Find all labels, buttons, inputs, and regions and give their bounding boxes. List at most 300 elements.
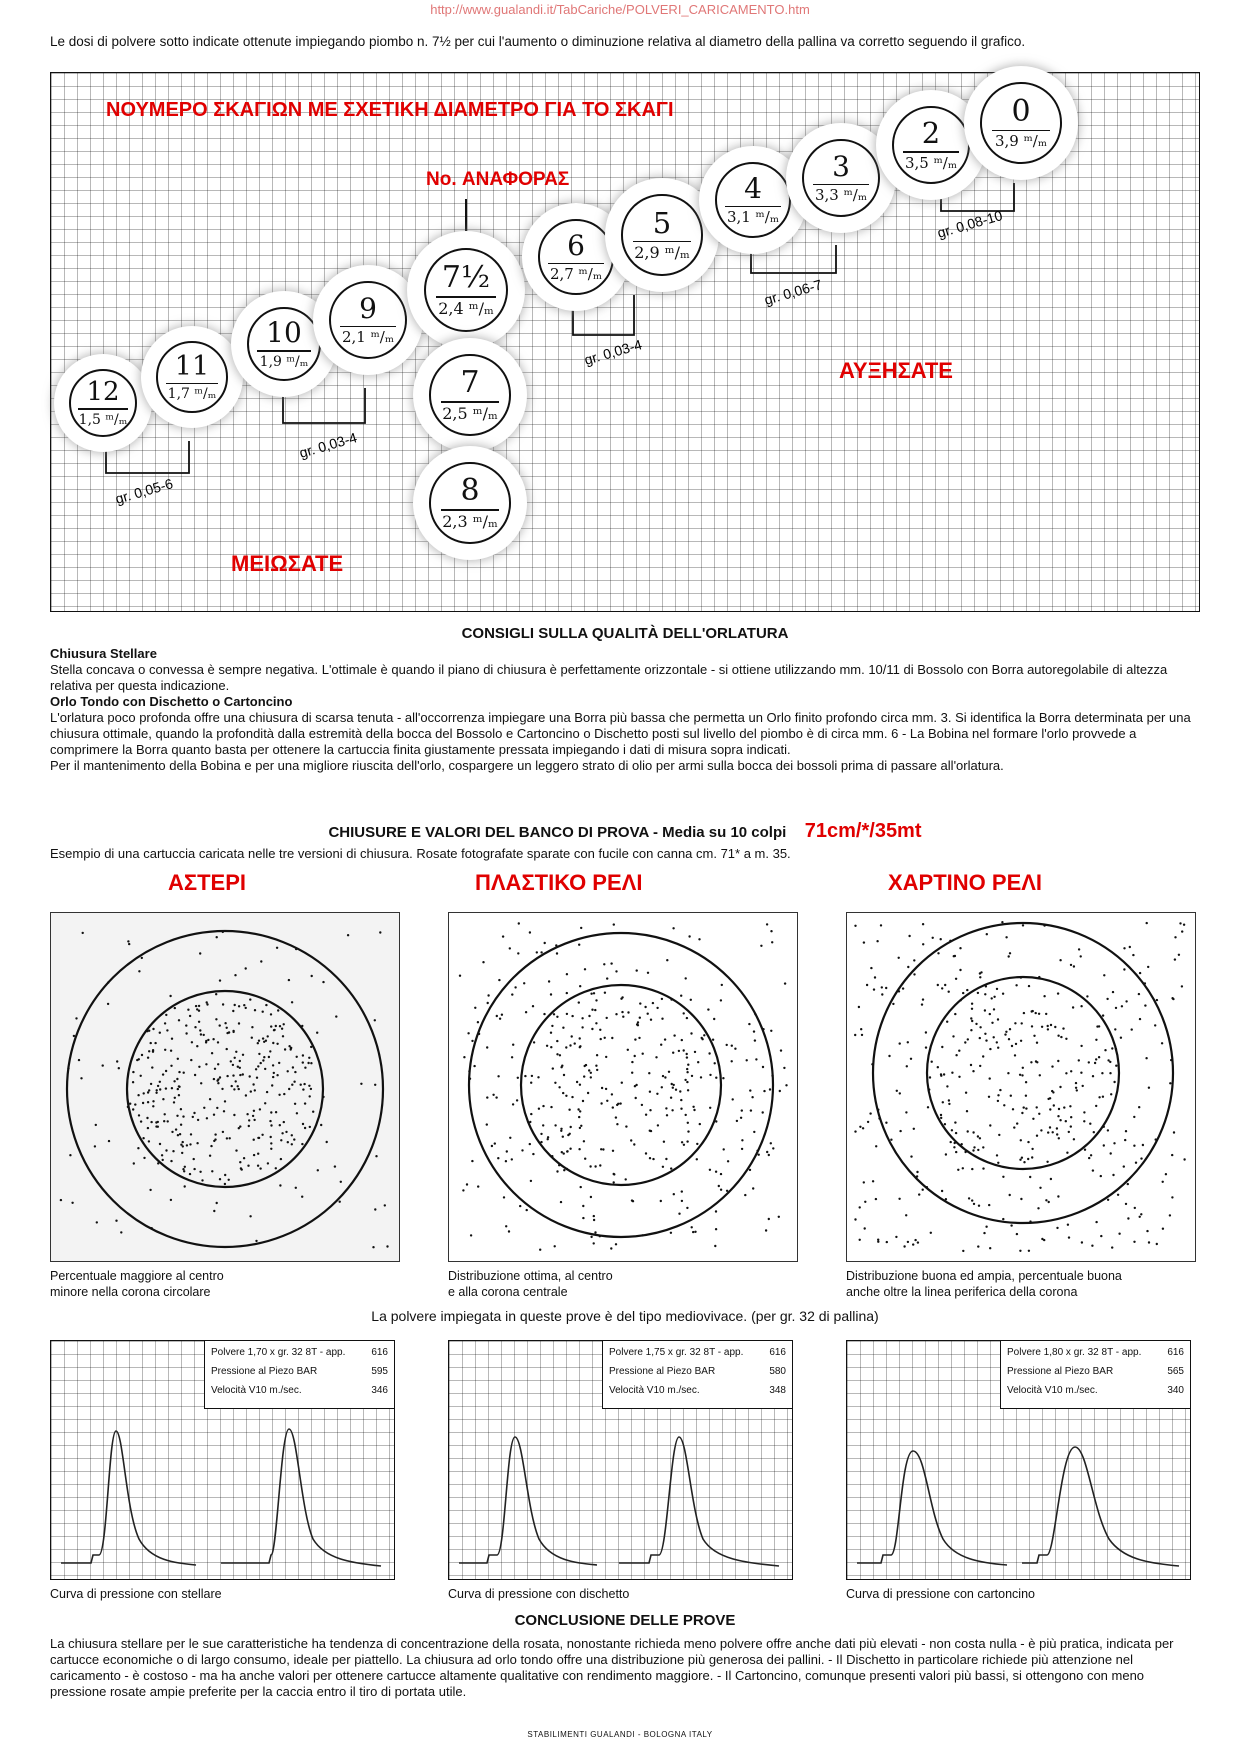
pellet-hole [1125,1000,1127,1002]
pellet-hole [1123,968,1125,970]
pellet-hole [899,1042,901,1044]
pellet-hole [579,1037,581,1039]
pellet-hole [1179,922,1181,924]
pellet-hole [243,1157,245,1159]
pellet-hole [180,1144,182,1146]
pellet-hole [627,1011,629,1013]
pellet-hole [1047,1025,1049,1027]
pellet-hole [548,980,550,982]
pellet-hole [1059,1119,1061,1121]
pellet-hole [588,1015,590,1017]
pellet-hole [262,1059,264,1061]
pellet-hole [67,1067,69,1069]
pressure-box-card: Polvere 1,80 x gr. 32 8T - app. 616 Pressione al Piezo BAR 565 Velocità V10 m./sec. 340 [1000,1341,1190,1409]
pellet-hole [679,1090,681,1092]
pellet-hole [107,981,109,983]
pellet-hole [165,1014,167,1016]
pellet-hole [970,1017,972,1019]
caption-star: Percentuale maggiore al centro minore nella corona circolare [50,1269,224,1299]
pellet-hole [1039,1074,1041,1076]
pellet-hole [741,1139,743,1141]
pellet-hole [1107,1129,1109,1131]
pellet-hole [1057,1060,1059,1062]
pellet-hole [1092,1075,1094,1077]
pellet-hole [1146,1230,1148,1232]
pellet-hole [102,1064,104,1066]
pellet-hole [1115,1048,1117,1050]
pellet-hole [296,1112,298,1114]
pellet-hole [583,1140,585,1142]
pellet-hole [1063,1106,1065,1108]
pellet-hole [165,1087,167,1089]
pellet-hole [1115,1065,1117,1067]
pellet-hole [170,1199,172,1201]
pellet-hole [146,1030,148,1032]
pellet-hole [237,1085,239,1087]
pellet-hole [1072,1006,1074,1008]
pellet-hole [519,1205,521,1207]
pellet-hole [563,1074,565,1076]
pellet-hole [881,986,883,988]
pellet-hole [661,1086,663,1088]
pellet-hole [230,1060,232,1062]
pellet-hole [311,975,313,977]
pellet-hole [720,1189,722,1191]
pellet-hole [1008,955,1010,957]
pellet-hole [571,1096,573,1098]
pellet-hole [993,996,995,998]
pellet-hole [525,1011,527,1013]
pellet-hole [550,993,552,995]
pellet-hole [322,1096,324,1098]
pellet-hole [278,1094,280,1096]
pellet-hole [226,1137,228,1139]
pellet-hole [1066,1152,1068,1154]
pellet-hole [593,1219,595,1221]
pellet-hole [694,1231,696,1233]
pellet-hole [301,1143,303,1145]
pellet-hole [566,1168,568,1170]
pellet-hole [503,1196,505,1198]
pellet-hole [302,1061,304,1063]
pellet-hole [899,1130,901,1132]
pellet-hole [181,1152,183,1154]
pellet-hole [1016,1233,1018,1235]
pellet-hole [175,1128,177,1130]
pellet-hole [477,1021,479,1023]
pellet-hole [529,931,531,933]
pellet-hole [1021,1157,1023,1159]
pellet-hole [566,1013,568,1015]
pellet-hole [523,982,525,984]
pellet-hole [766,1151,768,1153]
pellet-hole [304,1127,306,1129]
pellet-hole [326,1141,328,1143]
pellet-hole [222,931,224,933]
pellet-hole [518,922,520,924]
pellet-hole [948,991,950,993]
pellet-hole [273,1072,275,1074]
pellet-hole [517,952,519,954]
pellet-hole [164,1049,166,1051]
pellet-hole [266,1091,268,1093]
pellet-hole [591,1009,593,1011]
pellet-hole [1023,1106,1025,1108]
pellet-hole [142,1137,144,1139]
shot-7: 7 2,5 ᵐ/ₘ [418,343,522,447]
pellet-hole [720,999,722,1001]
pellet-hole [594,1231,596,1233]
pellet-hole [1057,1195,1059,1197]
pellet-hole [912,1243,914,1245]
pellet-hole [765,1229,767,1231]
pressure-box-disc: Polvere 1,75 x gr. 32 8T - app. 616 Pressione al Piezo BAR 580 Velocità V10 m./sec. 348 [602,1341,792,1409]
conclusion-heading: CONCLUSIONE DELLE PROVE [514,1612,736,1629]
pellet-hole [755,1058,757,1060]
pellet-hole [544,942,546,944]
pellet-hole [672,927,674,929]
pellet-hole [954,1121,956,1123]
pellet-hole [497,1157,499,1159]
pellet-hole [118,1067,120,1069]
pellet-hole [1025,1095,1027,1097]
pellet-hole [1031,1010,1033,1012]
pellet-hole [921,1003,923,1005]
pellet-hole [201,1179,203,1181]
pellet-hole [1114,1028,1116,1030]
pellet-hole [127,940,129,942]
pellet-hole [198,1066,200,1068]
pellet-hole [530,1113,532,1115]
pellet-hole [239,1074,241,1076]
pellet-hole [605,1056,607,1058]
pellet-hole [970,1029,972,1031]
pellet-hole [722,1077,724,1079]
pellet-hole [1029,1220,1031,1222]
pellet-hole [551,1155,553,1157]
source-url[interactable]: http://www.gualandi.it/TabCariche/POLVERI_CARICAMENTO.htm [430,2,810,17]
pellet-hole [561,1065,563,1067]
pellet-hole [272,1042,274,1044]
pellet-hole [687,1064,689,1066]
pellet-hole [1021,1022,1023,1024]
pellet-hole [652,1158,654,1160]
pellet-hole [570,1126,572,1128]
pellet-hole [1080,955,1082,957]
pellet-hole [529,1121,531,1123]
pellet-hole [763,1090,765,1092]
pellet-hole [1020,1198,1022,1200]
pellet-hole [1135,1162,1137,1164]
pellet-hole [681,1190,683,1192]
pellet-hole [560,1201,562,1203]
pellet-hole [993,1036,995,1038]
pellet-hole [671,1109,673,1111]
pellet-hole [347,934,349,936]
pellet-hole [685,1114,687,1116]
pellet-hole [1118,1233,1120,1235]
pellet-hole [579,985,581,987]
pellet-hole [766,923,768,925]
pellet-hole [550,1106,552,1108]
pellet-hole [1021,1112,1023,1114]
pellet-hole [698,938,700,940]
pellet-hole [1036,1106,1038,1108]
pellet-hole [736,1120,738,1122]
shot-8: 8 2,3 ᵐ/ₘ [418,451,522,555]
pellet-hole [977,1245,979,1247]
pellet-hole [78,1059,80,1061]
pellet-hole [179,1133,181,1135]
pellet-hole [239,1060,241,1062]
pellet-hole [308,1085,310,1087]
pellet-hole [999,1089,1001,1091]
pellet-hole [524,1075,526,1077]
pellet-hole [578,1116,580,1118]
pellet-hole [577,1108,579,1110]
pellet-hole [584,1065,586,1067]
pellet-hole [216,1080,218,1082]
pellet-hole [310,1062,312,1064]
pellet-hole [866,984,868,986]
pellet-hole [269,1120,271,1122]
pellet-hole [251,1026,253,1028]
pellet-hole [264,1102,266,1104]
pellet-hole [680,995,682,997]
pellet-hole [762,1066,764,1068]
pellet-hole [255,1240,257,1242]
caption-paper: Distribuzione buona ed ampia, percentuale buona anche oltre la linea periferica della corona [846,1269,1122,1299]
pellet-hole [770,930,772,932]
pellet-hole [178,1019,180,1021]
pellet-hole [147,1057,149,1059]
pellet-hole [977,992,979,994]
pellet-hole [715,1210,717,1212]
pellet-hole [949,940,951,942]
pellet-hole [206,1001,208,1003]
pellet-hole [180,1124,182,1126]
pellet-hole [566,992,568,994]
pellet-hole [1162,1228,1164,1230]
pellet-hole [600,1102,602,1104]
pellet-hole [1009,1194,1011,1196]
pellet-hole [291,1001,293,1003]
pellet-hole [1010,1095,1012,1097]
pellet-hole [194,1074,196,1076]
pellet-hole [973,1146,975,1148]
pellet-hole [590,1072,592,1074]
pellet-hole [246,1113,248,1115]
pellet-hole [971,1168,973,1170]
pellet-hole [962,1167,964,1169]
pellet-hole [209,1155,211,1157]
pellet-hole [709,1169,711,1171]
pellet-hole [235,1080,237,1082]
pellet-hole [1172,998,1174,1000]
pellet-hole [1088,1061,1090,1063]
pellet-hole [300,1084,302,1086]
pellet-hole [470,1234,472,1236]
pellet-hole [1035,1012,1037,1014]
pellet-hole [265,1004,267,1006]
pellet-hole [487,1002,489,1004]
pellet-hole [1036,1061,1038,1063]
pellet-hole [664,1038,666,1040]
pellet-hole [1030,1061,1032,1063]
pellet-hole [193,1168,195,1170]
pellet-hole [917,1241,919,1243]
pellet-hole [615,970,617,972]
pellet-hole [384,1204,386,1206]
pellet-hole [1019,1074,1021,1076]
pellet-hole [914,1239,916,1241]
pellet-hole [625,1178,627,1180]
pellet-hole [295,1187,297,1189]
pellet-hole [499,1018,501,1020]
pellet-hole [492,1094,494,1096]
pellet-hole [578,1148,580,1150]
pellet-hole [1125,1130,1127,1132]
pellet-hole [239,1067,241,1069]
pellet-hole [874,976,876,978]
pellet-hole [590,993,592,995]
pellet-hole [647,972,649,974]
shot-4: 4 3,1 ᵐ/ₘ [704,151,802,249]
pellet-hole [496,1015,498,1017]
footer-manufacturer: STABILIMENTI GUALANDI - BOLOGNA ITALY [527,1730,713,1739]
pellet-hole [226,1048,228,1050]
pellet-hole [863,1181,865,1183]
pellet-hole [219,1024,221,1026]
pellet-hole [171,1087,173,1089]
pellet-hole [599,1029,601,1031]
pellet-hole [563,1152,565,1154]
pellet-hole [1057,1035,1059,1037]
pellet-hole [996,1154,998,1156]
pellet-hole [1117,1194,1119,1196]
pellet-hole [680,1099,682,1101]
pellet-hole [134,1103,136,1105]
pellet-hole [723,1148,725,1150]
pellet-hole [287,1070,289,1072]
pellet-hole [205,1063,207,1065]
pellet-hole [287,1141,289,1143]
pellet-hole [675,1089,677,1091]
pellet-hole [228,1179,230,1181]
pellet-hole [708,1052,710,1054]
pellet-hole [944,984,946,986]
pellet-hole [562,1136,564,1138]
pellet-hole [551,1025,553,1027]
pellet-hole [694,1051,696,1053]
pellet-hole [1103,974,1105,976]
pellet-hole [232,1031,234,1033]
pellet-hole [245,1094,247,1096]
pellet-hole [1174,936,1176,938]
pellet-hole [71,1202,73,1204]
pellet-hole [657,1124,659,1126]
pellet-hole [257,1137,259,1139]
pellet-hole [258,1040,260,1042]
pellet-hole [215,993,217,995]
pellet-hole [1025,1081,1027,1083]
pellet-hole [988,1096,990,1098]
pellet-hole [150,1121,152,1123]
pellet-hole [169,995,171,997]
shot-6: 6 2,7 ᵐ/ₘ [527,208,625,306]
pellet-hole [486,1123,488,1125]
pellet-hole [150,1042,152,1044]
pellet-hole [985,985,987,987]
increase-label: ΑΥΞΗΣΑΤΕ [839,358,953,383]
pellet-hole [631,1072,633,1074]
pellet-hole [210,1145,212,1147]
pellet-hole [1109,1072,1111,1074]
pellet-hole [1022,924,1024,926]
pellet-hole [931,1061,933,1063]
pellet-hole [989,1077,991,1079]
pellet-hole [253,1110,255,1112]
pellet-hole [696,1143,698,1145]
pellet-hole [678,1213,680,1215]
pellet-hole [696,1158,698,1160]
pellet-hole [1095,1221,1097,1223]
pellet-hole [94,1145,96,1147]
pellet-hole [593,1242,595,1244]
pellet-hole [249,1215,251,1217]
pellet-hole [875,1198,877,1200]
pellet-hole [302,1054,304,1056]
pellet-hole [262,1011,264,1013]
pellet-hole [620,998,622,1000]
pellet-hole [1070,1070,1072,1072]
pellet-hole [565,1095,567,1097]
pellet-hole [1037,1207,1039,1209]
pellet-hole [770,1142,772,1144]
pellet-hole [1056,1127,1058,1129]
pellet-hole [538,1108,540,1110]
pellet-hole [1051,1090,1053,1092]
pellet-hole [1095,1039,1097,1041]
pellet-hole [195,1005,197,1007]
pellet-hole [1031,1148,1033,1150]
pellet-hole [276,1074,278,1076]
pellet-hole [276,947,278,949]
shot-3: 3 3,3 ᵐ/ₘ [791,128,891,228]
pellet-hole [211,1052,213,1054]
pellet-hole [644,1006,646,1008]
pellet-hole [1073,965,1075,967]
pellet-hole [721,984,723,986]
pellet-hole [754,1013,756,1015]
shot-0: 0 3,9 ᵐ/ₘ [969,71,1073,175]
pellet-hole [860,1028,862,1030]
pellet-hole [961,1143,963,1145]
pellet-hole [613,1173,615,1175]
pellet-hole [556,1016,558,1018]
pellet-hole [945,1153,947,1155]
pellet-hole [542,1124,544,1126]
pellet-hole [222,1003,224,1005]
pellet-hole [941,987,943,989]
pellet-hole [955,1151,957,1153]
pellet-hole [1140,1213,1142,1215]
pellet-hole [670,1232,672,1234]
pellet-hole [249,1075,251,1077]
pellet-hole [1080,1072,1082,1074]
pellet-hole [907,1041,909,1043]
label-paper-wad: ΧΑΡΤΙΝΟ ΡΕΛΙ [888,870,1043,895]
